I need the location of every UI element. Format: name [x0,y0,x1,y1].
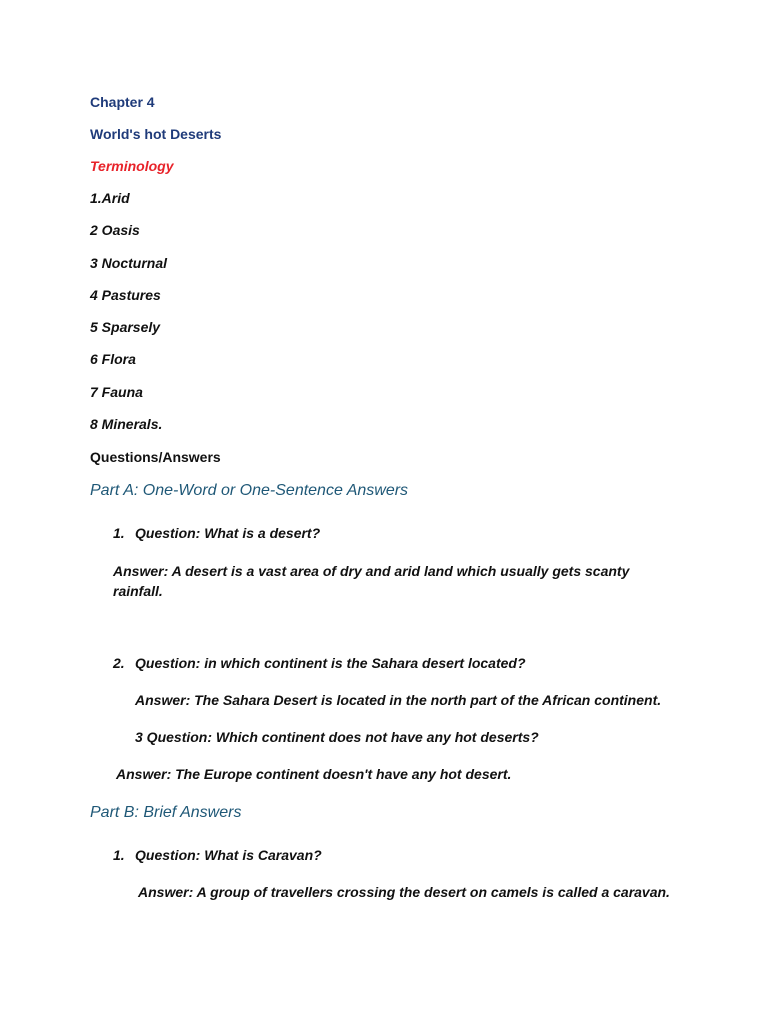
term-item: 5 Sparsely [90,319,161,335]
question-text: Question: What is a desert? [135,525,321,541]
question-number: 1. [113,847,125,863]
question-number: 2. [113,655,125,671]
term-item: 7 Fauna [90,384,143,400]
part-b-heading: Part B: Brief Answers [90,804,242,821]
question-number: 1. [113,525,125,541]
part-a-answer-1: Answer: A desert is a vast area of dry and arid land which usually gets scanty rainfall. [113,563,630,599]
chapter-label: Chapter 4 [90,94,155,110]
part-a-question-3: 3 Question: Which continent does not have any hot deserts? [135,729,539,745]
term-item: 4 Pastures [90,287,161,303]
term-item: 8 Minerals. [90,416,163,432]
part-b-question-1 [113,847,322,863]
questions-answers-label: Questions/Answers [90,449,221,465]
terminology-heading: Terminology [90,158,174,174]
term-item: 2 Oasis [90,222,140,238]
question-text: Question: in which continent is the Sahara desert located? [135,655,526,671]
part-a-question-2 [113,655,526,671]
term-item: 1.Arid [90,190,130,206]
chapter-title: World's hot Deserts [90,126,222,142]
part-a-question-1 [113,525,320,541]
part-a-heading: Part A: One-Word or One-Sentence Answers [90,482,409,499]
term-item: 3 Nocturnal [90,255,168,271]
question-text: Question: What is Caravan? [135,847,322,863]
part-a-answer-3: Answer: The Europe continent doesn't have any hot desert. [116,766,512,782]
part-b-answer-1: Answer: A group of travellers crossing the desert on camels is called a caravan. [138,884,670,900]
part-a-answer-2: Answer: The Sahara Desert is located in the north part of the African continent. [135,692,662,708]
term-item: 6 Flora [90,351,136,367]
